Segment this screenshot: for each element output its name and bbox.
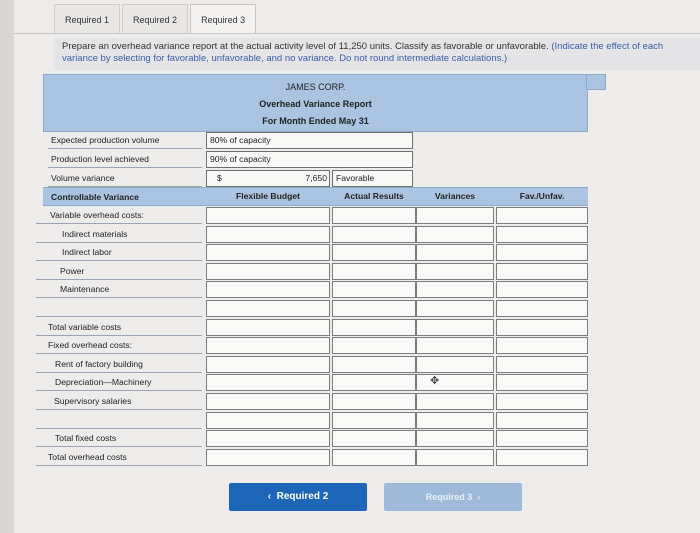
tab-bar: [54, 4, 258, 34]
tab-required-1[interactable]: Required 1: [54, 4, 120, 34]
prev-button-label: Required 2: [276, 491, 329, 502]
row-divider: [36, 412, 202, 429]
actual-results-input[interactable]: [332, 374, 416, 391]
row-label: Rent of factory building: [55, 359, 143, 369]
prev-required-button[interactable]: [229, 483, 367, 511]
row-divider: [48, 151, 202, 168]
company-name: JAMES CORP.: [285, 82, 346, 92]
actual-results-input[interactable]: [332, 300, 416, 317]
actual-results-input[interactable]: [332, 430, 416, 447]
row-label: Fixed overhead costs:: [48, 340, 133, 350]
production-level-value: 90% of capacity: [206, 151, 413, 168]
fav-unfav-select[interactable]: [496, 281, 588, 298]
actual-results-input[interactable]: [332, 226, 416, 243]
variance-input[interactable]: [416, 356, 494, 373]
next-button-label: Required 3: [425, 492, 473, 502]
instructions-text: Prepare an overhead variance report at the actual activity level of 11,250 units. Classify as favorable or unfavorable.: [62, 41, 549, 52]
row-label: Variable overhead costs:: [50, 210, 144, 220]
fav-unfav-select[interactable]: [496, 374, 588, 391]
production-level-label: Production level achieved: [51, 154, 149, 164]
fav-unfav-select[interactable]: [496, 263, 588, 280]
expected-volume-label: Expected production volume: [51, 135, 160, 145]
variance-input[interactable]: [416, 244, 494, 261]
actual-results-input[interactable]: [332, 337, 416, 354]
variance-input[interactable]: [416, 263, 494, 280]
actual-results-input[interactable]: [332, 449, 416, 466]
variance-input[interactable]: [416, 300, 494, 317]
header-extension: [586, 74, 606, 90]
volume-variance-classification[interactable]: Favorable: [332, 170, 413, 187]
flexible-budget-input[interactable]: [206, 374, 330, 391]
flexible-budget-input[interactable]: [206, 263, 330, 280]
flexible-budget-input[interactable]: [206, 300, 330, 317]
row-label: Total fixed costs: [55, 433, 117, 443]
instructions-note: (Indicate the effect of each variance by selecting for favorable, unfavorable, and no variance. Do not round intermediate calculations.): [62, 41, 664, 64]
variance-input[interactable]: [416, 281, 494, 298]
fav-unfav-select[interactable]: [496, 412, 588, 429]
row-divider: [36, 244, 202, 261]
cursor-icon: ✥: [430, 375, 440, 387]
flexible-budget-input[interactable]: [206, 356, 330, 373]
variance-input[interactable]: [416, 374, 494, 391]
flexible-budget-input[interactable]: [206, 393, 330, 410]
row-divider: [36, 300, 202, 317]
variance-input[interactable]: [416, 207, 494, 224]
fav-unfav-select[interactable]: [496, 319, 588, 336]
variance-input[interactable]: [416, 430, 494, 447]
variance-input[interactable]: [416, 449, 494, 466]
volume-variance-amount-box: [206, 170, 330, 187]
row-label: Indirect materials: [62, 229, 128, 239]
controllable-variance-label: Controllable Variance: [51, 192, 139, 202]
fav-unfav-select[interactable]: [496, 356, 588, 373]
tab-required-3[interactable]: Required 3: [190, 4, 256, 34]
tab-required-2[interactable]: Required 2: [122, 4, 188, 34]
actual-results-input[interactable]: [332, 319, 416, 336]
flexible-budget-input[interactable]: [206, 449, 330, 466]
fav-unfav-select[interactable]: [496, 207, 588, 224]
flexible-budget-input[interactable]: [206, 226, 330, 243]
instructions: [54, 38, 700, 70]
fav-unfav-select[interactable]: [496, 393, 588, 410]
variance-input[interactable]: [416, 226, 494, 243]
tab-divider: [14, 33, 700, 34]
row-divider: [48, 170, 202, 187]
col-variances: Variances: [434, 191, 476, 201]
chevron-right-icon: ›: [472, 492, 481, 502]
row-label: Maintenance: [60, 284, 110, 294]
fav-unfav-select[interactable]: [496, 337, 588, 354]
report-period: For Month Ended May 31: [262, 116, 369, 126]
variance-input[interactable]: [416, 393, 494, 410]
actual-results-input[interactable]: [332, 244, 416, 261]
flexible-budget-input[interactable]: [206, 244, 330, 261]
fav-unfav-select[interactable]: [496, 300, 588, 317]
actual-results-input[interactable]: [332, 356, 416, 373]
chevron-left-icon: ‹: [267, 491, 277, 502]
report-header: [43, 74, 588, 132]
variance-input[interactable]: [416, 319, 494, 336]
volume-variance-amount: 7,650: [305, 173, 327, 183]
row-label: Indirect labor: [62, 247, 112, 257]
row-label: Power: [60, 266, 85, 276]
variance-input[interactable]: [416, 337, 494, 354]
variance-input[interactable]: [416, 412, 494, 429]
row-label: Total variable costs: [48, 322, 122, 332]
page: [14, 0, 700, 533]
flexible-budget-input[interactable]: [206, 430, 330, 447]
fav-unfav-select[interactable]: [496, 226, 588, 243]
actual-results-input[interactable]: [332, 281, 416, 298]
fav-unfav-select[interactable]: [496, 430, 588, 447]
actual-results-input[interactable]: [332, 207, 416, 224]
actual-results-input[interactable]: [332, 393, 416, 410]
row-label: Total overhead costs: [48, 452, 127, 462]
expected-volume-value: 80% of capacity: [206, 132, 413, 149]
flexible-budget-input[interactable]: [206, 412, 330, 429]
fav-unfav-select[interactable]: [496, 244, 588, 261]
col-actual-results: Actual Results: [344, 191, 404, 201]
col-fav-unfav: Fav./Unfav.: [519, 191, 565, 201]
volume-variance-label: Volume variance: [51, 173, 115, 183]
row-divider: [48, 132, 202, 149]
col-flexible-budget: Flexible Budget: [236, 191, 300, 201]
flexible-budget-input[interactable]: [206, 319, 330, 336]
row-label: Supervisory salaries: [54, 396, 132, 406]
flexible-budget-input[interactable]: [206, 337, 330, 354]
row-label: Depreciation—Machinery: [55, 377, 152, 387]
next-required-button[interactable]: [384, 483, 522, 511]
fav-unfav-select[interactable]: [496, 449, 588, 466]
flexible-budget-input[interactable]: [206, 281, 330, 298]
report-title: Overhead Variance Report: [259, 99, 372, 109]
actual-results-input[interactable]: [332, 263, 416, 280]
actual-results-input[interactable]: [332, 412, 416, 429]
flexible-budget-input[interactable]: [206, 207, 330, 224]
currency-symbol: $: [217, 173, 222, 183]
